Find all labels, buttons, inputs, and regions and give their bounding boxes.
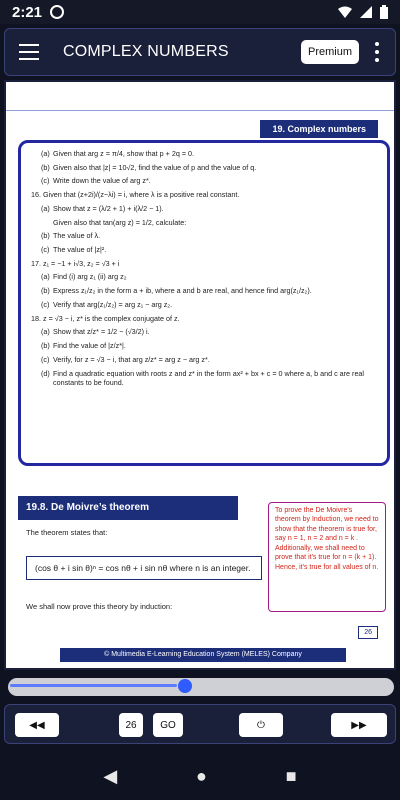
exercise-line-label: (b) [41, 162, 50, 172]
exercise-line [31, 272, 377, 282]
recents-icon[interactable]: ■ [285, 765, 297, 786]
exercise-line-text: The value of λ. [53, 231, 101, 241]
exercise-line-label: (c) [41, 354, 50, 364]
exercise-line [31, 327, 377, 337]
page-number-input[interactable]: 26 [119, 713, 143, 737]
exercise-line [31, 218, 377, 228]
status-bar [0, 0, 400, 24]
exercise-line-label: (b) [41, 286, 50, 296]
exercise-line [31, 341, 377, 351]
premium-button[interactable]: Premium [301, 40, 359, 64]
exercise-line-text: Given that (z+2i)/(z−λi) = i, where λ is a positive real constant. [43, 190, 240, 200]
exercise-line-label: (b) [41, 341, 50, 351]
exercise-line-label: (a) [41, 149, 50, 158]
signal-icon [360, 6, 372, 18]
exercise-line-text: Verify, for z = √3 − i, that arg z/z* = arg z − arg z*. [53, 354, 210, 364]
theorem-intro: The theorem states that: [26, 528, 108, 537]
section-heading: 19.8. De Moivre’s theorem [18, 496, 238, 520]
wifi-icon [338, 6, 352, 18]
exercise-line-label [41, 218, 53, 228]
exercise-line [31, 231, 377, 241]
document-page[interactable] [4, 80, 396, 670]
chapter-tag: 19. Complex numbers [260, 120, 378, 138]
exercise-line-label: (c) [41, 176, 50, 186]
copyright-footer: © Multimedia E-Learning Education System (MELES) Company [60, 648, 346, 662]
more-options-icon[interactable] [359, 28, 395, 76]
exercise-line-label: (a) [41, 203, 50, 213]
battery-icon [380, 5, 388, 19]
exercise-line-text: Given also that tan(arg z) = 1/2, calculate: [53, 217, 187, 227]
exercise-line-text: Given that arg z = π/4, show that p + 2q = 0. [53, 149, 195, 158]
exercise-line-label: (d) [41, 368, 50, 378]
exercise-line [31, 314, 377, 324]
exercise-line-label: (c) [41, 245, 50, 255]
exercise-line-text: Find the value of |z/z*|. [53, 341, 126, 351]
exercise-line [31, 163, 377, 173]
page-number: 26 [358, 626, 378, 639]
app-header [4, 28, 396, 76]
previous-page-button[interactable]: ◀◀ [15, 713, 59, 737]
induction-note: To prove the De Moivre's theorem by Induction, we need to show that the theorem is true for, say n = 1, n = 2 and n = k . Additionally, we shall need to prove that it's true for n = (k + 1). Hence, it's true for all values of n. [268, 502, 386, 612]
exercise-line [31, 204, 377, 214]
page-slider-thumb[interactable] [178, 679, 192, 693]
exercise-line-label: (a) [41, 327, 50, 337]
page-slider-progress [10, 684, 177, 687]
exercise-line-text: Find (i) arg z₁ (ii) arg z₂ [53, 272, 127, 282]
exercise-line-text: Show that z/z* = 1/2 − (√3/2) i. [53, 327, 150, 337]
de-moivre-formula: (cos θ + i sin θ)ⁿ = cos nθ + i sin nθ where n is an integer. [26, 556, 262, 580]
power-icon[interactable]: ⏻ [239, 713, 283, 737]
exercise-line-text: z = √3 − i, z* is the complex conjugate of z. [43, 313, 180, 323]
exercise-line-text: Given also that |z| = 10√2, find the value of p and the value of q. [53, 162, 257, 172]
menu-icon[interactable] [5, 28, 53, 76]
exercise-line-text: z₁ = −1 + i√3, z₂ = √3 + i [43, 258, 120, 268]
app-title: COMPLEX NUMBERS [63, 43, 229, 60]
exercise-line-label: (a) [41, 272, 50, 282]
app-status-icon [50, 5, 64, 19]
exercise-line [31, 190, 377, 200]
exercise-line-text: The value of |z|². [53, 245, 107, 255]
exercise-line [31, 300, 377, 310]
exercise-line [31, 259, 377, 269]
system-nav-bar [0, 752, 400, 800]
exercise-line-label: (b) [41, 231, 50, 241]
exercise-line-text: Express z₁/z₂ in the form a + ib, where a and b are real, and hence find arg(z₁/z₂). [53, 286, 312, 296]
exercise-line [31, 149, 377, 159]
exercise-line [31, 369, 377, 388]
exercise-line-label: 18. [31, 313, 41, 323]
reader-controls [4, 704, 396, 744]
exercise-line [31, 176, 377, 186]
top-rule [6, 110, 394, 111]
exercise-line-text: Write down the value of arg z*. [53, 176, 151, 186]
exercise-line-label: 16. [31, 190, 41, 200]
home-icon[interactable]: ● [196, 765, 207, 786]
status-right [338, 5, 388, 19]
exercise-line-label: 17. [31, 258, 41, 268]
exercise-line [31, 245, 377, 255]
go-button[interactable]: GO [153, 713, 183, 737]
exercise-line-text: Show that z = (λ/2 + 1) + i(λ/2 − 1). [53, 203, 164, 213]
exercise-line-text: Verify that arg(z₁/z₂) = arg z₁ − arg z₂. [53, 299, 173, 309]
exercise-line-text: Find a quadratic equation with roots z and z* in the form ax² + bx + c = 0 where a, b and c are real constants to be found. [53, 368, 365, 388]
next-page-button[interactable]: ▶▶ [331, 713, 387, 737]
exercise-line [31, 355, 377, 365]
exercise-box [18, 140, 390, 466]
page-slider-track[interactable] [8, 678, 394, 696]
proof-intro: We shall now prove this theory by induction: [26, 602, 173, 611]
exercise-line-label: (c) [41, 299, 50, 309]
status-time: 2:21 [12, 3, 43, 21]
back-icon[interactable]: ◀ [103, 765, 118, 786]
exercise-line [31, 286, 377, 296]
